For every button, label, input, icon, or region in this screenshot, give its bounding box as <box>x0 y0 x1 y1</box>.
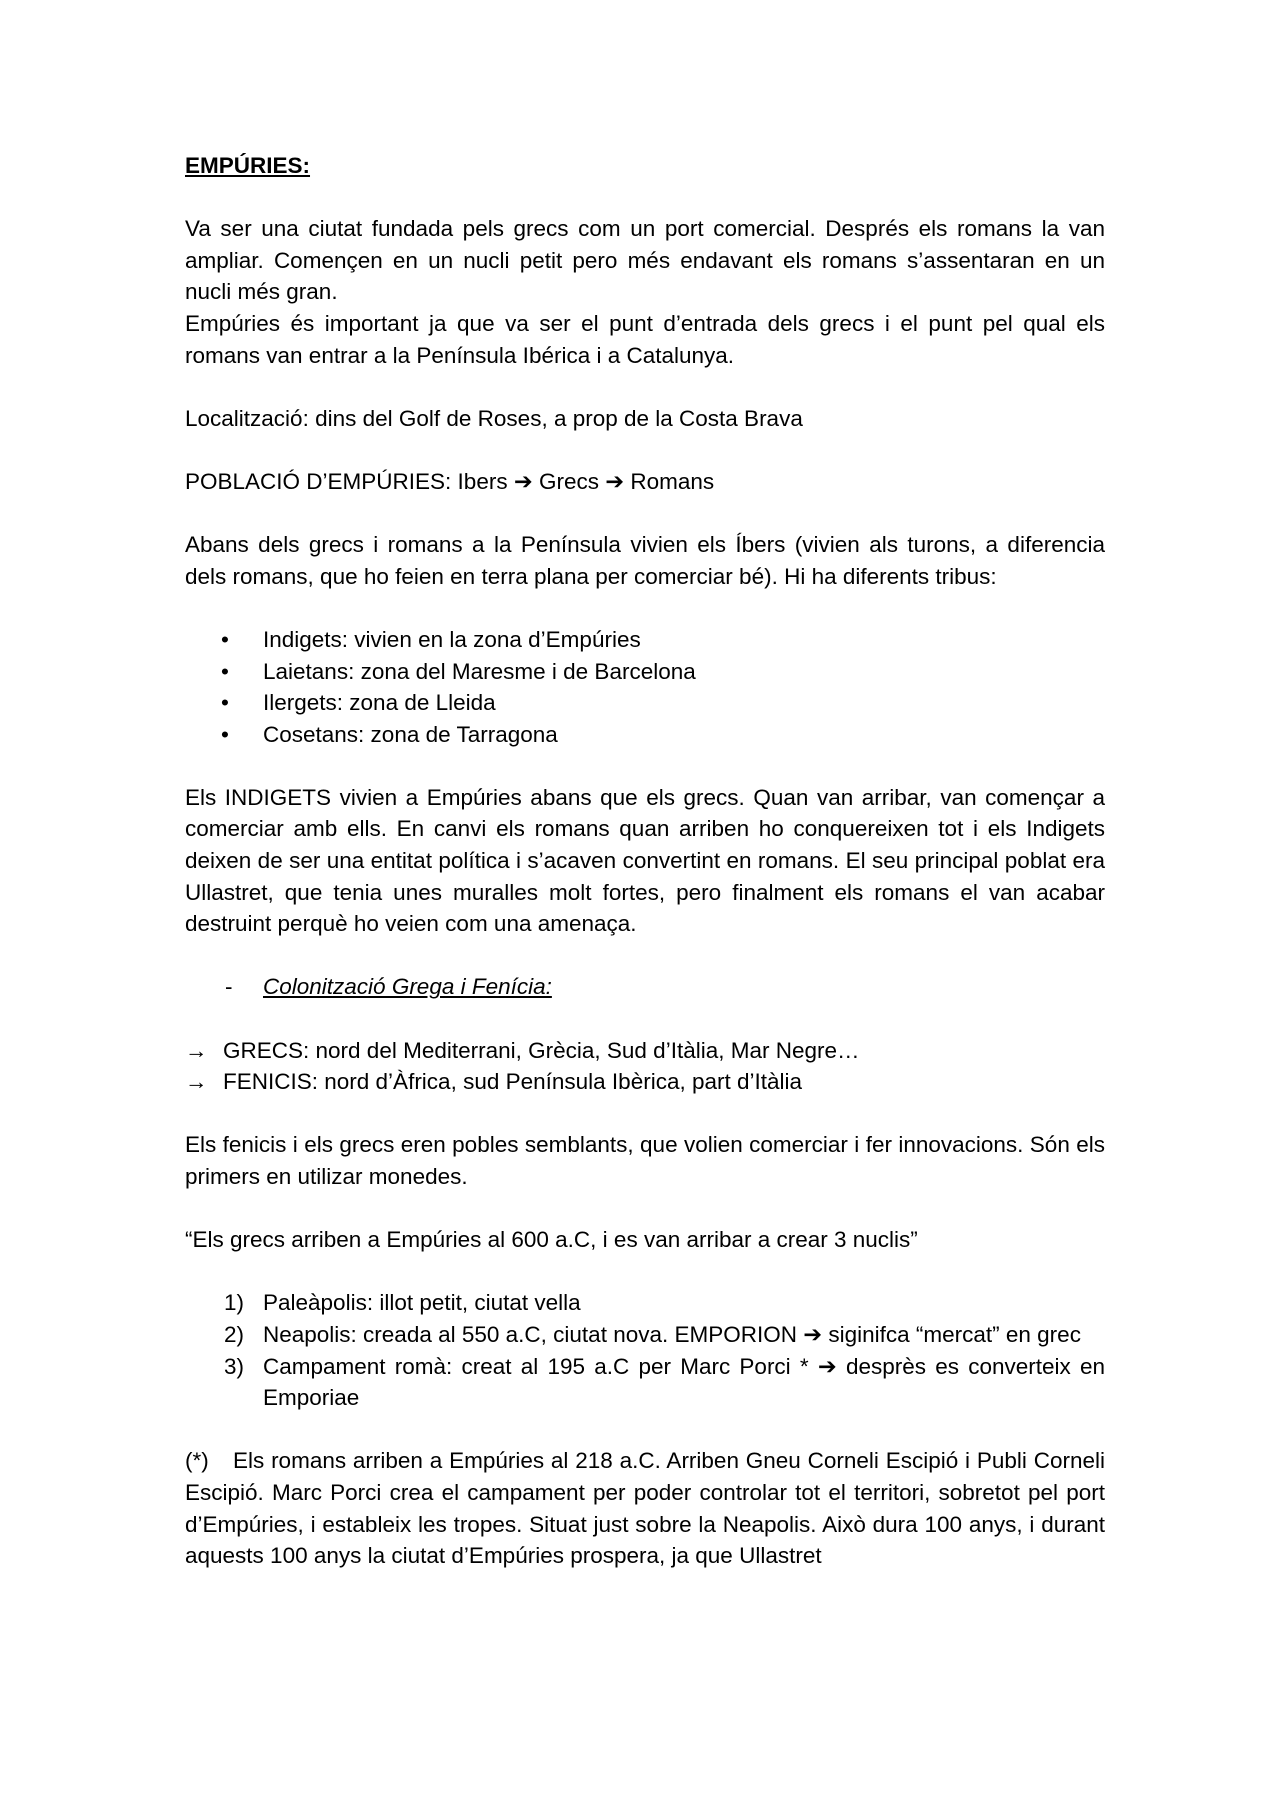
list-item <box>185 1319 1105 1351</box>
list-item <box>185 656 1105 688</box>
list-number: 2) <box>224 1321 245 1347</box>
list-item <box>185 1035 1105 1067</box>
tribes-list <box>185 624 1105 750</box>
list-item <box>185 624 1105 656</box>
indigets-paragraph: Els INDIGETS vivien a Empúries abans que els grecs. Quan van arribar, van començar a comerciar amb ells. En canvi els romans quan arriben ho conquereixen tot i els Indigets deixen de ser una entitat política i s’acaven convertint en romans. El seu principal poblat era Ullastret, que tenia unes muralles molt fortes, pero finalment els romans el van acabar destruint perquè ho veien com una amenaça. <box>185 784 1105 937</box>
quote-line: “Els grecs arriben a Empúries al 600 a.C, i es van arribar a crear 3 nuclis” <box>185 1227 918 1253</box>
intro-paragraph-1: Va ser una ciutat fundada pels grecs com un port comercial. Després els romans la van ampliar. Començen en un nucli petit pero més endavant els romans s’assentaran en un nucli més gran. <box>185 216 1105 305</box>
regions-list <box>185 1035 1105 1098</box>
bullet-icon: • <box>221 721 229 747</box>
bullet-icon: • <box>221 658 229 684</box>
list-item <box>185 687 1105 719</box>
population-label: POBLACIÓ D’EMPÚRIES: Ibers <box>185 468 508 494</box>
list-item <box>185 1066 1105 1098</box>
nucli-text: Paleàpolis: illot petit, ciutat vella <box>263 1290 581 1316</box>
list-number: 3) <box>224 1353 245 1379</box>
arrow-right-icon: ➔ <box>605 468 625 494</box>
region-text: GRECS: nord del Mediterrani, Grècia, Sud d’Itàlia, Mar Negre… <box>223 1037 860 1063</box>
population-line <box>185 466 1105 498</box>
nuclis-list <box>185 1287 1105 1413</box>
list-item <box>185 719 1105 751</box>
bullet-icon: • <box>221 690 229 716</box>
arrow-right-icon: ➔ <box>513 468 533 494</box>
arrow-right-icon: → <box>185 1069 208 1095</box>
list-item <box>185 1287 1105 1319</box>
romans-paragraph-text: Els romans arriben a Empúries al 218 a.C. Arriben Gneu Corneli Escipió i Publi Corneli Escipió. Marc Porci crea el campament per poder controlar tot el territori, sobretot pel port d’Empúries, i estableix les tropes. Situat just sobre la Neapolis. Això dura 100 anys, i durant aquests 100 anys la ciutat d’Empúries prospera, ja que Ullastret <box>185 1448 1105 1569</box>
location-line: Localització: dins del Golf de Roses, a prop de la Costa Brava <box>185 405 803 431</box>
intro-paragraph-2: Empúries és important ja que va ser el punt d’entrada dels grecs i el punt pel qual els romans van entrar a la Península Ibérica i a Catalunya. <box>185 310 1105 368</box>
list-number: 1) <box>224 1290 245 1316</box>
section-subtitle: Colonització Grega i Fenícia: <box>263 974 552 1000</box>
list-item <box>185 1351 1105 1414</box>
region-text: FENICIS: nord d’Àfrica, sud Península Ibèrica, part d’Itàlia <box>223 1069 803 1095</box>
tribe-text: Ilergets: zona de Lleida <box>263 690 496 716</box>
list-item <box>185 971 1105 1003</box>
population-end: Romans <box>630 468 715 494</box>
tribe-text: Laietans: zona del Maresme i de Barcelona <box>263 658 696 684</box>
dash-marker: - <box>225 974 233 1000</box>
section-heading-list <box>185 971 1105 1003</box>
population-middle: Grecs <box>538 468 599 494</box>
tribe-text: Indigets: vivien en la zona d’Empúries <box>263 626 641 652</box>
bullet-icon: • <box>221 626 229 652</box>
fenicis-paragraph: Els fenicis i els grecs eren pobles semblants, que volien comerciar i fer innovacions. Són els primers en utilizar monedes. <box>185 1132 1105 1189</box>
footnote-marker: (*) <box>185 1448 209 1474</box>
arrow-right-icon: → <box>185 1037 208 1063</box>
nucli-text: Neapolis: creada al 550 a.C, ciutat nova. EMPORION ➔ siginifca “mercat” en grec <box>263 1321 1081 1347</box>
tribe-text: Cosetans: zona de Tarragona <box>263 721 558 747</box>
ibers-paragraph: Abans dels grecs i romans a la Península vivien els Íbers (vivien als turons, a diferencia dels romans, que ho feien en terra plana per comerciar bé). Hi ha diferents tribus: <box>185 532 1105 589</box>
romans-paragraph <box>185 1445 1105 1571</box>
document-title: EMPÚRIES: <box>185 153 311 178</box>
nucli-text: Campament romà: creat al 195 a.C per Marc Porci * ➔ desprès es converteix en Emporiae <box>263 1353 1105 1411</box>
document-page <box>185 150 1105 1572</box>
